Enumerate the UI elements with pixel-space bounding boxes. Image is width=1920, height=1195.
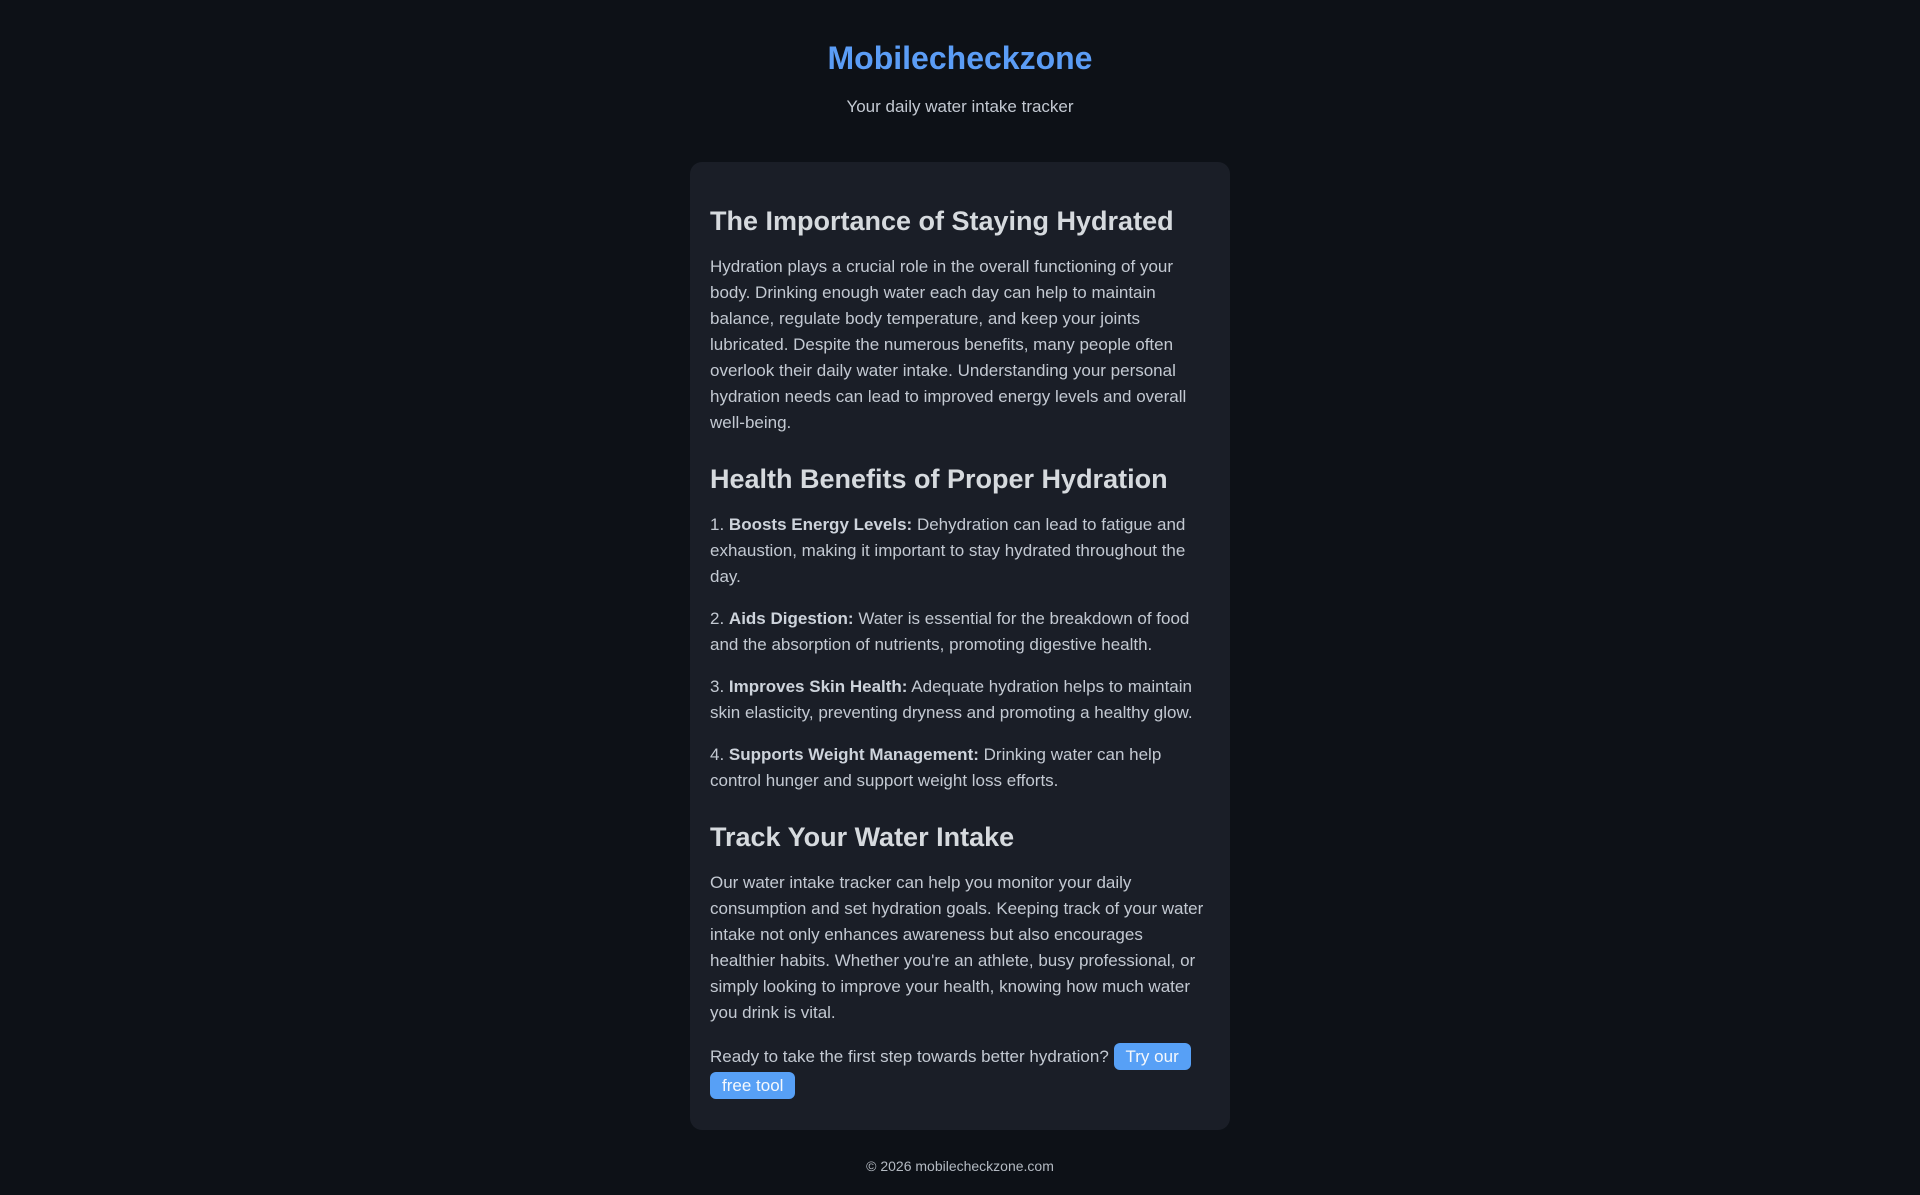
section-body-track: Our water intake tracker can help you monitor your daily consumption and set hydration goals. Keeping track of your water intake not only enhances awareness but also encourages healthier habits. Whether you're an athlete, busy professional, or simply looking to improve your health, knowing how much water you drink is vital. [710, 873, 1204, 1022]
section-heading-importance: The Importance of Staying Hydrated [710, 206, 1174, 236]
section-heading-benefits: Health Benefits of Proper Hydration [710, 464, 1168, 494]
list-item-label: Aids Digestion: [728, 609, 854, 628]
list-item [710, 606, 1210, 658]
try-free-tool-button[interactable]: Try our free tool [710, 1043, 1191, 1099]
list-item [710, 512, 1210, 590]
list-item-number: 4. [710, 745, 725, 764]
section-heading-track: Track Your Water Intake [710, 822, 1015, 852]
list-item-label: Supports Weight Management: [728, 745, 979, 764]
list-item-number: 3. [710, 677, 725, 696]
section-body-importance: Hydration plays a crucial role in the overall functioning of your body. Drinking enough water each day can help to maintain balance, regulate body temperature, and keep your joints lubricated. Despite the numerous benefits, many people often overlook their daily water intake. Understanding your personal hydration needs can lead to improved energy levels and overall well-being. [710, 257, 1187, 432]
list-item [710, 742, 1210, 794]
list-item-text: Dehydration can lead to fatigue and exhaustion, making it important to stay hydrated throughout the day. [710, 515, 1186, 586]
footer-copyright: © 2026 mobilecheckzone.com [866, 1158, 1054, 1174]
content-card [690, 162, 1230, 1130]
list-item-text: Drinking water can help control hunger and support weight loss efforts. [710, 745, 1162, 790]
page-subtitle: Your daily water intake tracker [846, 97, 1074, 116]
list-item-label: Boosts Energy Levels: [728, 515, 913, 534]
list-item-text: Water is essential for the breakdown of food and the absorption of nutrients, promoting digestive health. [710, 609, 1190, 654]
cta-prefix-text: Ready to take the first step towards better hydration? [710, 1047, 1109, 1066]
list-item-number: 1. [710, 515, 725, 534]
cta-line [710, 1042, 1210, 1100]
list-item-number: 2. [710, 609, 725, 628]
list-item [710, 674, 1210, 726]
page-title: Mobilecheckzone [827, 40, 1093, 76]
list-item-label: Improves Skin Health: [728, 677, 908, 696]
list-item-text: Adequate hydration helps to maintain skin elasticity, preventing dryness and promoting a healthy glow. [710, 677, 1193, 722]
